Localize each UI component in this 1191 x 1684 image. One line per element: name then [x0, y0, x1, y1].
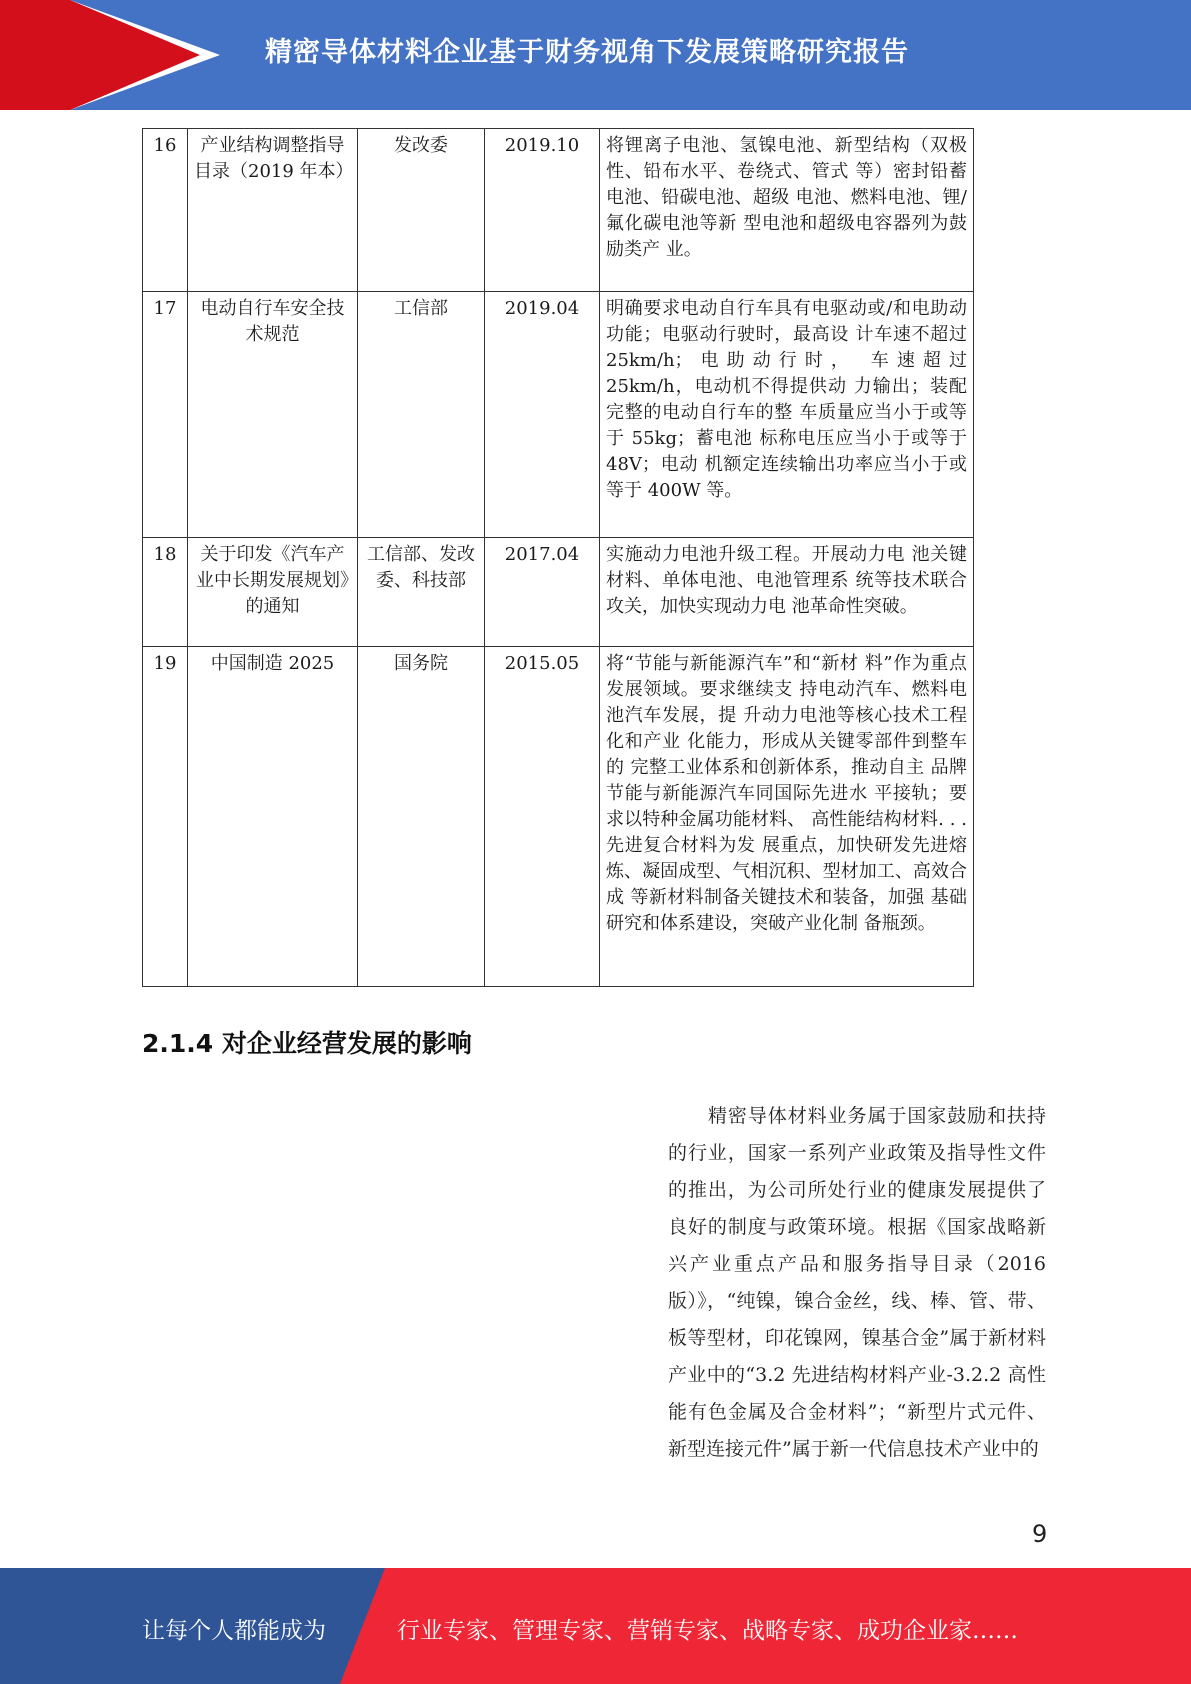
issuing-department: 国务院: [358, 647, 485, 987]
policy-name: 中国制造 2025: [188, 647, 358, 987]
row-number: 16: [143, 129, 188, 292]
issuing-department: 发改委: [358, 129, 485, 292]
header-red-chevron: [70, 0, 200, 110]
row-number: 18: [143, 538, 188, 647]
policy-description: 将锂离子电池、氢镍电池、新型结构（双极性、铅布水平、卷绕式、管式 等）密封铅蓄电池、铅碳电池、超级 电池、燃料电池、锂/氟化碳电池等新 型电池和超级电容器列为鼓励类产 业。: [600, 129, 974, 292]
policy-description-clip: 将“节能与新能源汽车”和“新材 料”作为重点发展领域。要求继续支 持电动汽车、燃料电池汽车发展，提 升动力电池等核心技术工程化和产业 化能力，形成从关键零部件到整车的 完整工业体系和创新体系，推动自主 品牌节能与新能源汽车同国际先进水 平接轨；要求以特种金属功能材料、 高性能结构材料. . .先进复合材料为发 展重点，加快研发先进熔炼、凝固成型、气相沉积、型材加工、高效合成 等新材料制备关键技术和装备，加强 基础研究和体系建设，突破产业化制 备瓶颈。: [606, 653, 967, 934]
policy-description: [600, 647, 974, 987]
policy-name: 关于印发《汽车产业中长期发展规划》的通知: [188, 538, 358, 647]
issue-date: 2015.05: [485, 647, 600, 987]
policy-name: 产业结构调整指导目录（2019 年本）: [188, 129, 358, 292]
issuing-department: 工信部、发改委、科技部: [358, 538, 485, 647]
issuing-department: 工信部: [358, 292, 485, 538]
footer-slogan-right: 行业专家、管理专家、营销专家、战略专家、成功企业家……: [397, 1618, 1018, 1644]
row-number: 17: [143, 292, 188, 538]
page-footer: [0, 1568, 1191, 1684]
table-row: [143, 647, 974, 987]
row-number: 19: [143, 647, 188, 987]
table-row: [143, 538, 974, 647]
footer-blue-slant: [340, 1568, 385, 1684]
page-header: [0, 0, 1191, 110]
page-number: 9: [1032, 1520, 1048, 1548]
policy-description: 实施动力电池升级工程。开展动力电 池关键材料、单体电池、电池管理系 统等技术联合攻关，加快实现动力电 池革命性突破。: [600, 538, 974, 647]
policy-name: 电动自行车安全技术规范: [188, 292, 358, 538]
table-row: [143, 292, 974, 538]
header-red-block: [0, 0, 70, 110]
issue-date: 2019.10: [485, 129, 600, 292]
issue-date: 2017.04: [485, 538, 600, 647]
policy-table: [142, 128, 974, 987]
policy-description: 明确要求电动自行车具有电驱动或/和电助动功能；电驱动行驶时，最高设 计车速不超过 25km/h；电助动行时， 车速超过 25km/h，电动机不得提供动 力输出；装配完整的电动自行车的整 车质量应当小于或等于 55kg；蓄电池 标称电压应当小于或等于 48V；电动 机额定连续输出功率应当小于或等于 400W 等。: [600, 292, 974, 538]
issue-date: 2019.04: [485, 292, 600, 538]
footer-slogan-left: 让每个人都能成为: [142, 1618, 326, 1644]
body-paragraph: 精密导体材料业务属于国家鼓励和扶持的行业，国家一系列产业政策及指导性文件的推出，为公司所处行业的健康发展提供了良好的制度与政策环境。根据《国家战略新兴产业重点产品和服务指导目录（2016 版）》，“纯镍，镍合金丝，线、棒、管、带、板等型材，印花镍网，镍基合金”属于新材料产业中的“3.2 先进结构材料产业-3.2.2 高性能有色金属及合金材料”；“新型片式元件、新型连接元件”属于新一代信息技术产业中的: [668, 1105, 1046, 1460]
table-row: [143, 129, 974, 292]
section-heading: 2.1.4 对企业经营发展的影响: [142, 1029, 472, 1058]
header-title: 精密导体材料企业基于财务视角下发展策略研究报告: [265, 37, 909, 68]
